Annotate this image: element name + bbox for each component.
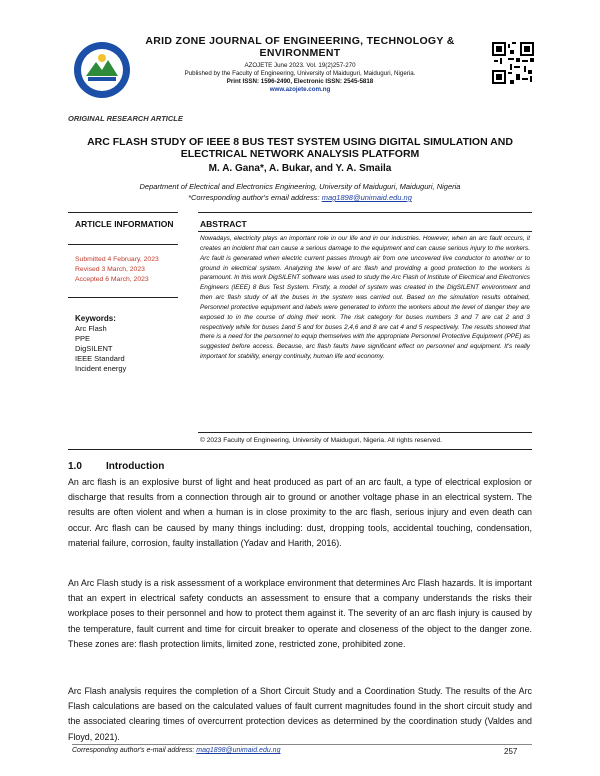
body-paragraph: An arc flash is an explosive burst of light and heat produced as part of an arc fault, a type of electrical explosion or discharge that results from a connection through air to ground or another voltage phase in an electrical system. The results are often violent and when a human is in close proximity to the arc flash, serious injury and even death can occur. Arc flash can be caused by many things including: dust, dropping tools, accidental touching, condensation, material failure, corrosion, faulty installation (Yadav and Harith, 2016). [68,477,532,548]
keywords-heading: Keywords: [75,314,116,323]
corresponding-email-link[interactable]: mag1898@unimaid.edu.ng [321,193,412,202]
article-dates [75,255,159,285]
footer-note [72,747,280,754]
divider [68,297,178,298]
paper-title: ARC FLASH STUDY OF IEEE 8 BUS TEST SYSTEM USING DIGITAL SIMULATION AND ELECTRICAL NETWORK ANALYSIS PLATFORM [87,136,513,160]
section-title: Introduction [106,461,165,472]
copyright-notice: © 2023 Faculty of Engineering, University of Maiduguri, Nigeria. All rights reserved. [200,437,442,444]
section-number: 1.0 [68,461,82,472]
affiliation: Department of Electrical and Electronics Engineering, University of Maiduguri, Maiduguri, Nigeria [139,182,461,191]
journal-url[interactable]: www.azojete.com.ng [269,86,331,93]
divider [68,449,532,450]
corresponding-label: *Corresponding author's email address: [188,193,320,202]
date-accepted: Accepted 6 March, 2023 [75,276,149,283]
keyword: PPE [75,334,91,343]
journal-logo-icon [72,40,132,100]
journal-volume: AZOJETE June 2023. Vol. 19(2)257-270 [244,62,356,69]
footer-label: Corresponding author's e-mail address: [72,747,195,754]
date-revised: Revised 3 March, 2023 [75,266,145,273]
journal-meta [140,62,460,94]
divider [198,231,532,232]
article-type: ORIGINAL RESEARCH ARTICLE [68,114,183,123]
body-paragraph: Arc Flash analysis requires the completion of a Short Circuit Study and a Coordination Study. The results of the Arc Flash calculations are based on the calculated values of fault current magnitudes found in the short circuit study and the associated clearing times of overcurrent protection devices as determined by the coordination study (Valdes and Floyd, 2021). [68,686,532,742]
keyword: DigSILENT [75,344,113,353]
page-number: 257 [504,747,518,756]
keyword: Arc Flash [75,324,107,333]
section-heading [68,461,164,472]
divider [198,432,532,433]
article-info-heading: ARTICLE INFORMATION [75,219,174,229]
journal-issn: Print ISSN: 1596-2490, Electronic ISSN: 2545-5818 [226,78,374,85]
body-paragraph: An Arc Flash study is a risk assessment of a workplace environment that determines Arc Flash hazards. It is important that an expert in electrical safety conducts an assessment to ensure that a company understands the risks their workplace poses to their personnel and how to protect them against it. The severity of an arc flash injury is caused by the temperature, fault current and time for circuit breaker to operate and closeness of the object to the danger zone. These zones are: flash protection limits, limited zone, restricted zone, prohibited zone. [68,578,532,649]
affiliation-block [70,181,530,203]
journal-publisher: Published by the Faculty of Engineering, University of Maiduguri, Maiduguri, Nigeria. [184,70,416,77]
keyword: Incident energy [75,364,127,373]
footer-divider [72,744,532,745]
abstract-heading: ABSTRACT [200,219,247,229]
divider [198,212,532,213]
date-submitted: Submitted 4 February, 2023 [75,256,159,263]
author-list: M. A. Gana*, A. Bukar, and Y. A. Smaila [208,163,392,174]
corresponding-author [70,192,530,203]
abstract-text: Nowadays, electricity plays an important role in our life and in our industries. However, when an arc fault occurs, it creates an incident that can cause a serious damage to the equipment and can cause serious injury to the workers. Arc fault is generated when electric current passes through air from one uncovered live conductor to another or to ground in electrical system. Analyzing the level of arc flash and providing a good protection to the workers is paramount. In this work DigSILENT software was used to study the Arc Flash of Institute of Electrical and Electronics Engineers (IEEE) 8 Bus Test System. Firstly, a model of system was created in the DigSILENT environment and then arc flash study of all the buses in the system was carried out. Based on the simulation results obtained, Personnel protective equipment and labels were generated to inform the workers about the level of danger they are exposed to in the course of doing their work. The risk category for buses numbers 3 and 7 are cat 2 and 3 respectively while for buses 1and 5 and for buses 2,4,6 and 8 are cat 4 and 5 respectively. The results showed that there is a need for the personnel to equip themselves with the appropriate Personnel Protective Equipment (PPE) as suggested before access. Because, arc flash faults have significant effect on personnel and equipment. It's really important for stability, energy continuity, human life and economy. [200,235,530,361]
journal-title: ARID ZONE JOURNAL OF ENGINEERING, TECHNOLOGY & ENVIRONMENT [145,35,455,59]
keywords-list [75,324,126,374]
footer-email-link[interactable]: mag1898@unimaid.edu.ng [196,747,281,754]
keyword: IEEE Standard [75,354,125,363]
divider [68,212,178,213]
divider [68,244,178,245]
qr-code-icon [492,42,534,84]
